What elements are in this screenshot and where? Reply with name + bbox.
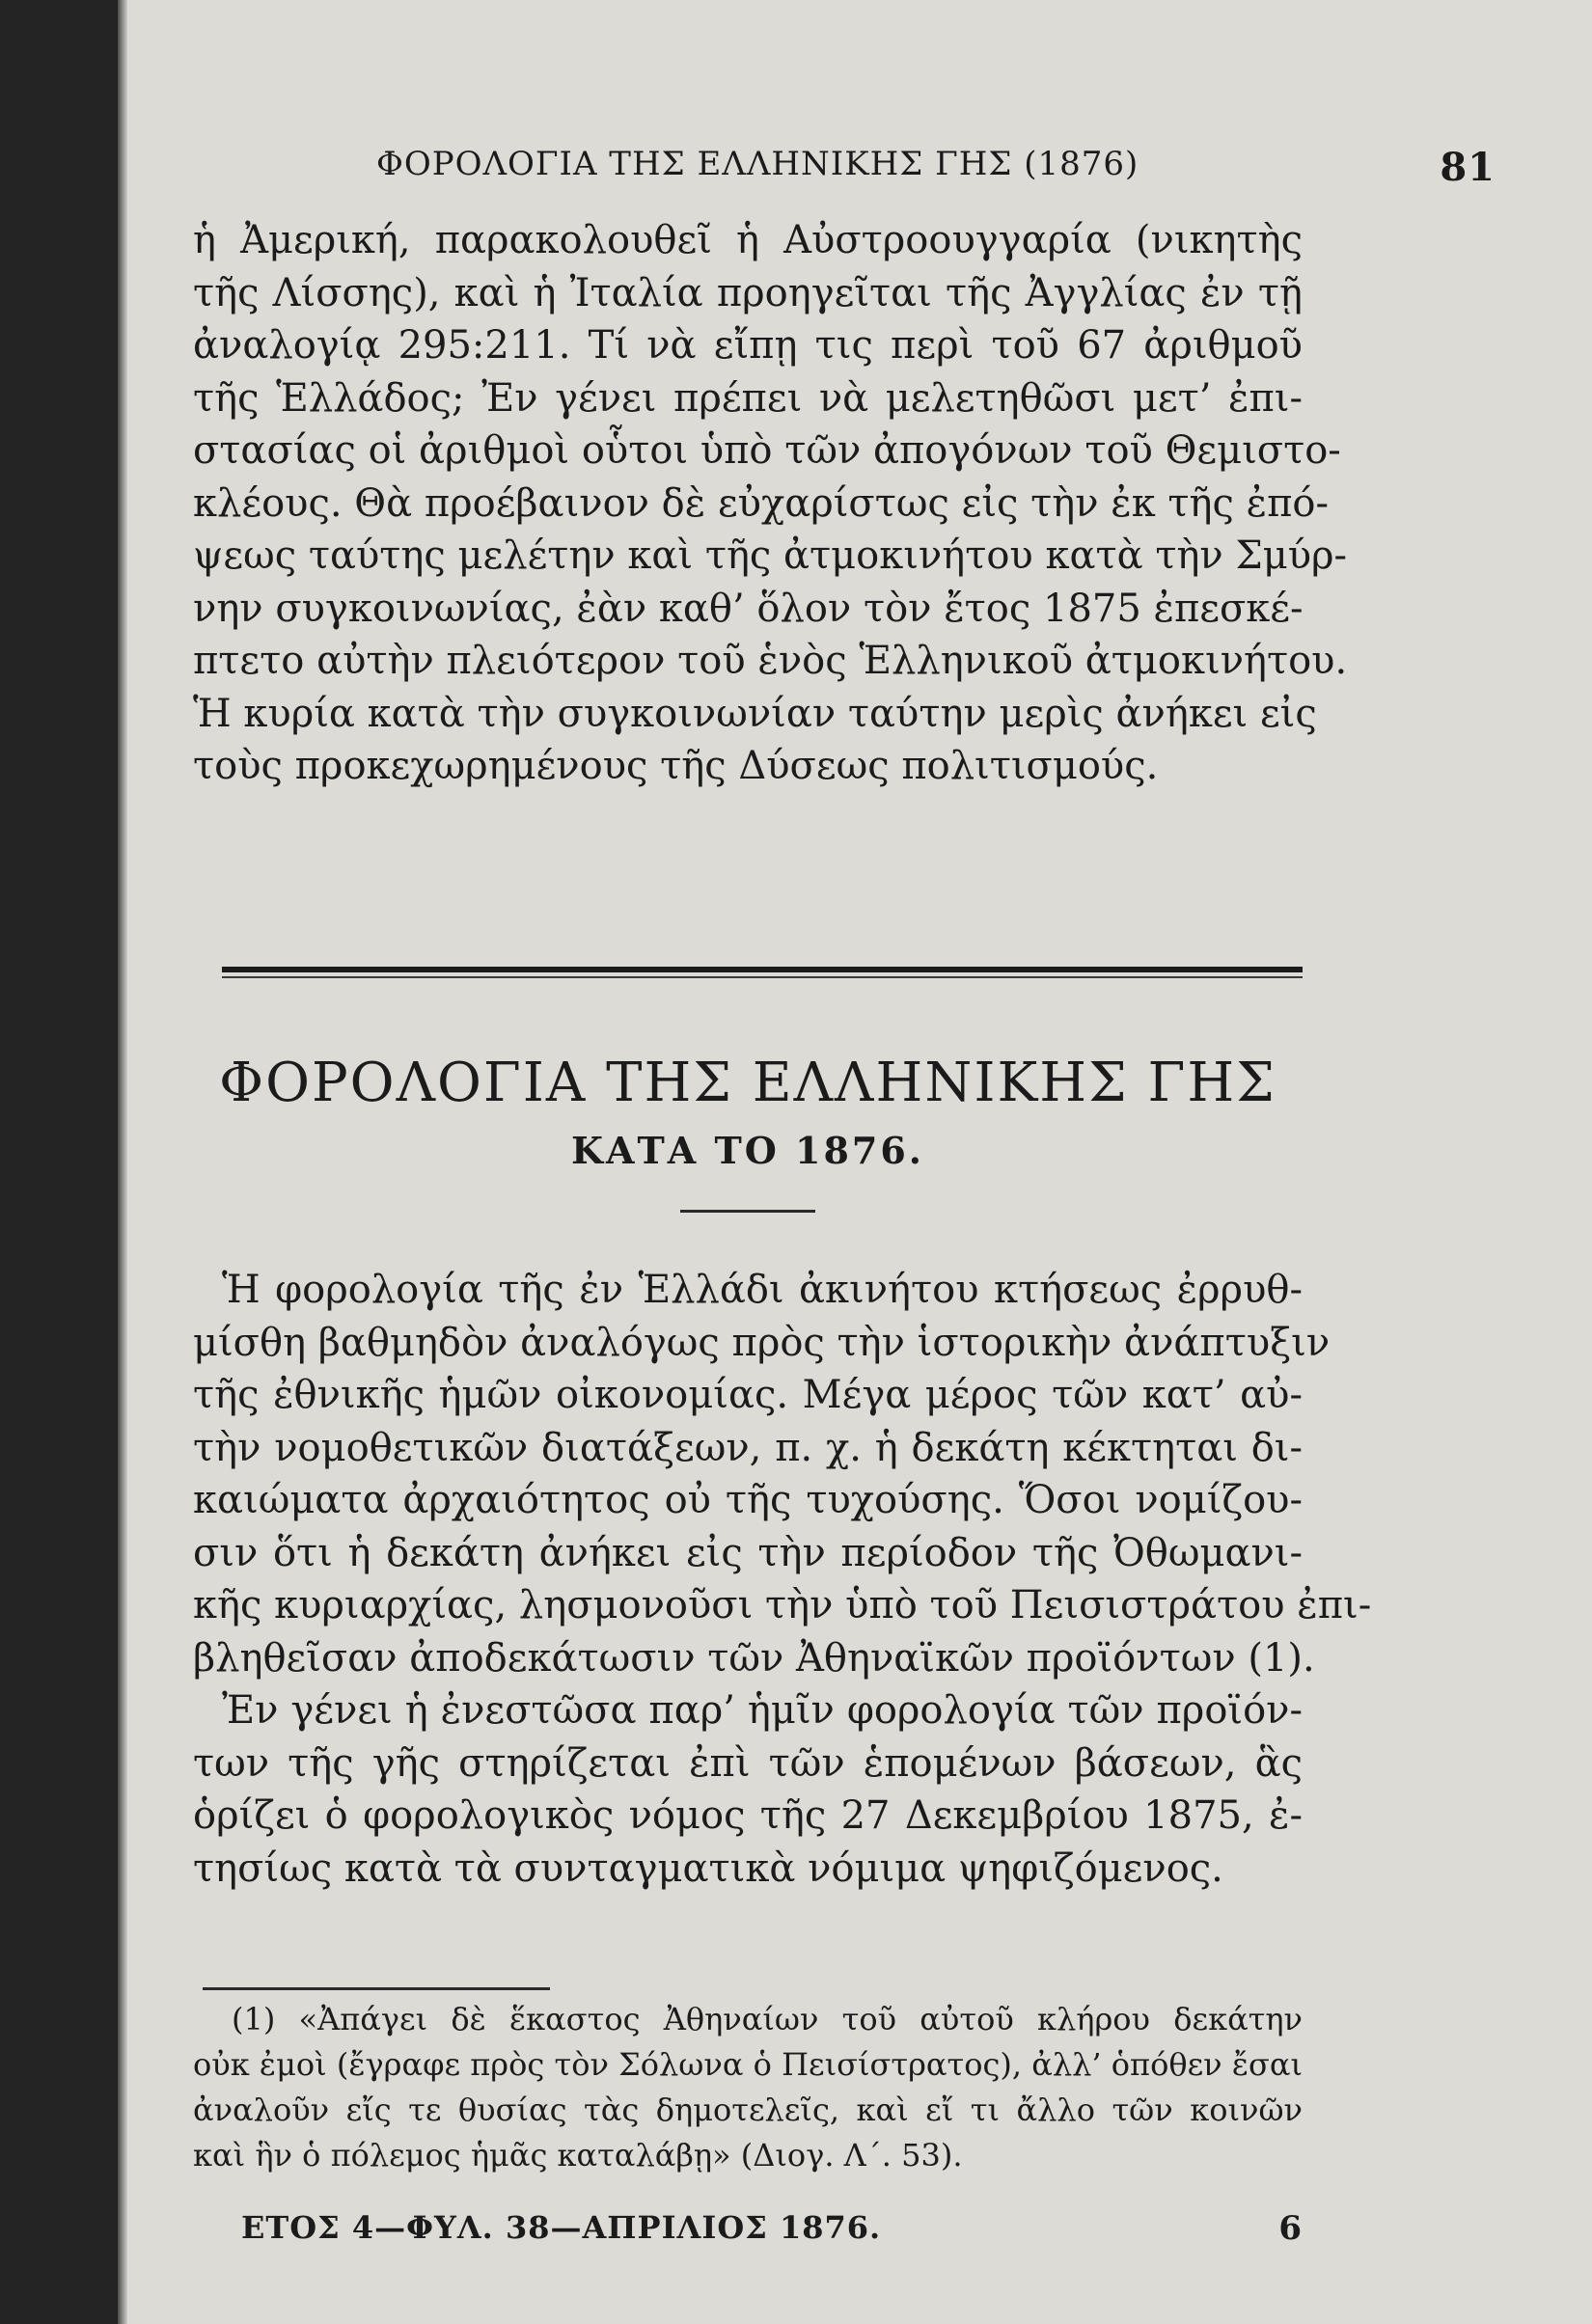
text-line: Ἐν γένει ἡ ἐνεστῶσα παρ’ ἡμῖν φορολογία τῶν προϊόν- [222, 1688, 1303, 1733]
section-paragraph-1 [193, 1264, 1372, 1684]
section-divider-thin [222, 976, 1303, 978]
section-subtitle: ΚΑΤΑ ΤΟ 1876. [570, 1129, 925, 1172]
footnote [193, 1997, 1303, 2178]
book-binding-shadow [0, 0, 118, 2324]
running-head [376, 145, 1496, 190]
text-line: κλέους. Θὰ προέβαινον δὲ εὐχαρίστως εἰς τὴν ἐκ τῆς ἐπό- [193, 480, 1329, 526]
footnote-line: οὐκ ἐμοὶ (ἔγραφε πρὸς τὸν Σόλωνα ὁ Πεισίστρατος), ἀλλ’ ὁπόθεν ἔσαι [193, 2046, 1303, 2083]
footnote-line: καὶ ἣν ὁ πόλεμος ἡμᾶς καταλάβῃ» (Διογ. Λ΄. 53). [193, 2137, 963, 2174]
text-line: πτετο αὐτὴν πλειότερον τοῦ ἑνὸς Ἑλληνικοῦ ἀτμοκινήτου. [193, 639, 1348, 683]
text-line: τησίως κατὰ τὰ συνταγματικὰ νόμιμα ψηφιζόμενος. [193, 1846, 1223, 1891]
text-line: τοὺς προκεχωρημένους τῆς Δύσεως πολιτισμούς. [193, 744, 1159, 788]
text-line: τῆς ἐθνικῆς ἡμῶν οἰκονομίας. Μέγα μέρος τῶν κατ’ αὐ- [193, 1373, 1303, 1417]
continued-paragraph [193, 214, 1348, 793]
section-title: ΦΟΡΟΛΟΓΙΑ ΤΗΣ ΕΛΛΗΝΙΚΗΣ ΓΗΣ [219, 1052, 1276, 1114]
footnote-line: (1) «Ἀπάγει δὲ ἕκαστος Ἀθηναίων τοῦ αὐτοῦ κλήρου δεκάτην [232, 2001, 1303, 2037]
running-head-title: ΦΟΡΟΛΟΓΙΑ ΤΗΣ ΕΛΛΗΝΙΚΗΣ ΓΗΣ (1876) [376, 145, 1139, 183]
section-paragraph-2 [193, 1684, 1303, 1895]
text-line: Ἡ κυρία κατὰ τὴν συγκοινωνίαν ταύτην μερὶς ἀνήκει εἰς [193, 691, 1317, 736]
text-line: βληθεῖσαν ἀποδεκάτωσιν τῶν Ἀθηναϊκῶν προϊόντων (1). [193, 1635, 1315, 1681]
text-line: ψεως ταύτης μελέτην καὶ τῆς ἀτμοκινήτου κατὰ τὴν Σμύρ- [193, 533, 1348, 578]
footnote-line: ἀναλοῦν εἴς τε θυσίας τὰς δημοτελεῖς, καὶ εἴ τι ἄλλο τῶν κοινῶν [193, 2092, 1303, 2128]
text-line: Ἡ φορολογία τῆς ἐν Ἑλλάδι ἀκινήτου κτήσεως ἐρρυθ- [222, 1268, 1303, 1312]
page-number: 81 [1440, 145, 1496, 190]
text-line: ἀναλογίᾳ 295:211. Τί νὰ εἴπῃ τις περὶ τοῦ 67 ἀριθμοῦ [193, 323, 1303, 368]
signature-line [241, 2209, 1303, 2246]
issue-line: ΕΤΟΣ 4—ΦΥΛ. 38—ΑΠΡΙΛΙΟΣ 1876. [241, 2209, 882, 2246]
text-line: νην συγκοινωνίας, ἐὰν καθ’ ὅλον τὸν ἔτος 1875 ἐπεσκέ- [193, 586, 1304, 631]
text-line: ἡ Ἀμερική, παρακολουθεῖ ἡ Αὐστροουγγαρία (νικητὴς [193, 218, 1303, 262]
text-line: τῆς Ἑλλάδος; Ἐν γένει πρέπει νὰ μελετηθῶσι μετ’ ἐπι- [193, 375, 1303, 421]
section-divider-thick [222, 967, 1303, 972]
text-line: τῆς Λίσσης), καὶ ἡ Ἰταλία προηγεῖται τῆς Ἀγγλίας ἐν τῇ [193, 270, 1303, 315]
text-line: καιώματα ἀρχαιότητος οὐ τῆς τυχούσης. Ὅσοι νομίζου- [193, 1478, 1303, 1522]
footnote-rule [203, 1987, 550, 1990]
text-line: των τῆς γῆς στηρίζεται ἐπὶ τῶν ἑπομένων βάσεων, ἃς [193, 1740, 1303, 1786]
text-line: τὴν νομοθετικῶν διατάξεων, π. χ. ἡ δεκάτη κέκτηται δι- [193, 1425, 1303, 1470]
text-line: σιν ὅτι ἡ δεκάτη ἀνήκει εἰς τὴν περίοδον τῆς Ὀθωμανι- [193, 1530, 1303, 1575]
title-underline [680, 1210, 815, 1213]
sheet-mark: 6 [1278, 2209, 1303, 2248]
text-line: ὁρίζει ὁ φορολογικὸς νόμος τῆς 27 Δεκεμβρίου 1875, ἐ- [193, 1793, 1303, 1838]
text-line: στασίας οἱ ἀριθμοὶ οὗτοι ὑπὸ τῶν ἀπογόνων τοῦ Θεμιστο- [193, 428, 1341, 473]
text-line: κῆς κυριαρχίας, λησμονοῦσι τὴν ὑπὸ τοῦ Πεισιστράτου ἐπι- [193, 1583, 1372, 1627]
text-line: μίσθη βαθμηδὸν ἀναλόγως πρὸς τὴν ἱστορικὴν ἀνάπτυξιν [193, 1320, 1331, 1365]
book-gutter [118, 0, 127, 2324]
book-page [193, 0, 1524, 2324]
